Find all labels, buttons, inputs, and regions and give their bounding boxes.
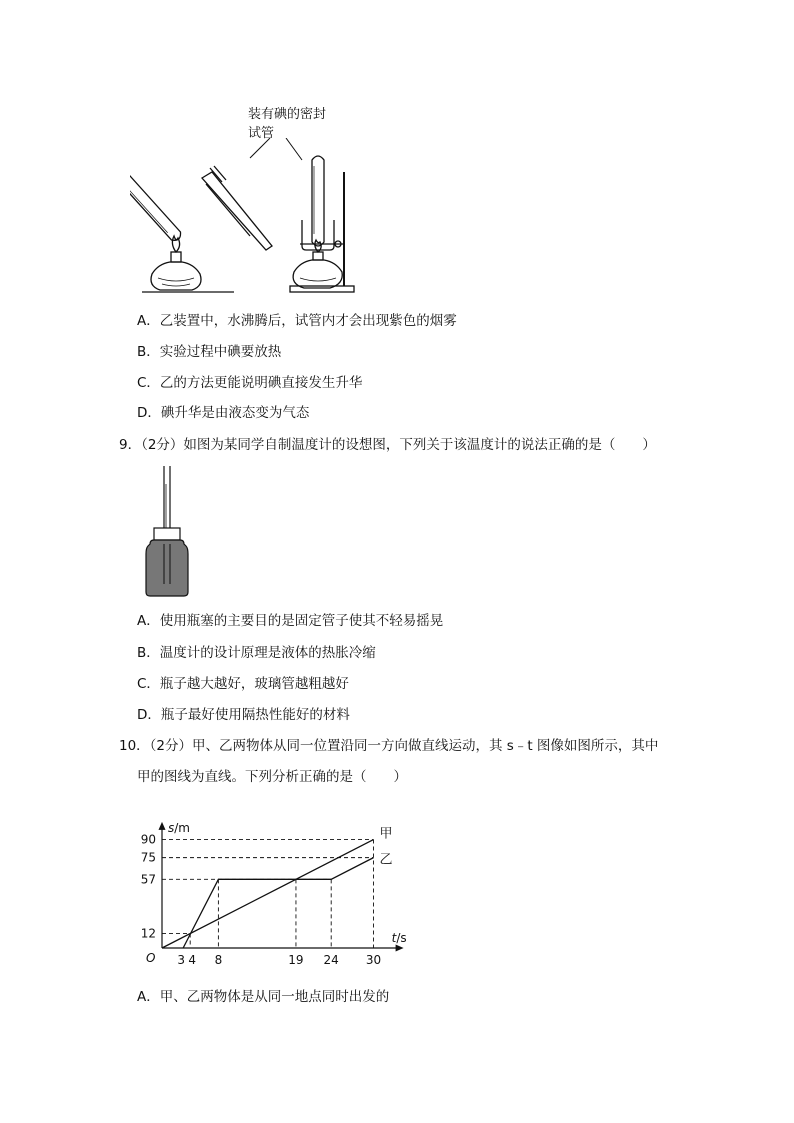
x-tick-label-4: 4 — [188, 953, 197, 967]
q8-option-b: B．实验过程中碘要放热 — [137, 344, 282, 360]
q8-option-a: A．乙装置中，水沸腾后，试管内才会出现紫色的烟雾 — [137, 313, 457, 329]
series-line-1 — [162, 840, 374, 948]
test-tube-left — [130, 163, 183, 243]
series-label-2: 乙 — [379, 852, 393, 868]
q9-option-b: B．温度计的设计原理是液体的热胀冷缩 — [137, 645, 376, 661]
x-tick-label-19: 19 — [288, 953, 304, 967]
x-axis-label: t/s — [391, 931, 407, 945]
q9-stem: 9．（2分）如图为某同学自制温度计的设想图，下列关于该温度计的说法正确的是（ ） — [119, 437, 656, 453]
y-axis-label: s/m — [168, 820, 190, 835]
q8-option-c: C．乙的方法更能说明碘直接发生升华 — [137, 375, 363, 391]
origin-label: O — [146, 951, 156, 965]
x-axis-arrow — [396, 945, 404, 952]
iodine-sublimation-apparatus — [130, 138, 370, 298]
y-tick-label-57: 57 — [140, 872, 156, 887]
q9-option-a: A．使用瓶塞的主要目的是固定管子使其不轻易摇晃 — [137, 613, 444, 629]
x-tick-label-30: 30 — [365, 953, 382, 967]
y-axis-arrow — [159, 822, 166, 830]
x-tick-label-8: 8 — [214, 953, 223, 967]
q9-option-c: C．瓶子越大越好，玻璃管越粗越好 — [137, 676, 349, 692]
bottle — [146, 540, 188, 596]
x-tick-label-3: 3 — [177, 953, 185, 967]
q8-option-d: D．碘升华是由液态变为气态 — [137, 405, 310, 421]
series-label-1: 甲 — [379, 826, 393, 842]
y-tick-label-12: 12 — [140, 926, 156, 941]
q10-stem-line1: 10．（2分）甲、乙两物体从同一位置沿同一方向做直线运动，其 s﹣t 图像如图所示，其中 — [119, 738, 659, 754]
figure-label-line1: 装有碘的密封 — [248, 107, 327, 122]
homemade-thermometer-figure — [140, 464, 200, 598]
y-tick-label-90: 90 — [140, 832, 156, 847]
label-pointer-right — [286, 138, 302, 160]
q10-stem-line2: 甲的图线为直线。下列分析正确的是（ ） — [137, 769, 407, 785]
alcohol-lamp-right — [293, 260, 342, 288]
y-tick-label-75: 75 — [140, 850, 156, 865]
q9-option-d: D．瓶子最好使用隔热性能好的材料 — [137, 707, 350, 723]
label-pointer-left — [250, 138, 270, 158]
clamp-left — [202, 172, 272, 250]
q10-option-a: A．甲、乙两物体是从同一地点同时出发的 — [137, 989, 390, 1005]
series-line-2 — [183, 858, 373, 948]
bottle-stopper — [154, 528, 180, 540]
x-tick-label-24: 24 — [323, 953, 339, 967]
figure-label-line2: 试管 — [248, 126, 275, 141]
s-t-graph — [130, 808, 410, 980]
